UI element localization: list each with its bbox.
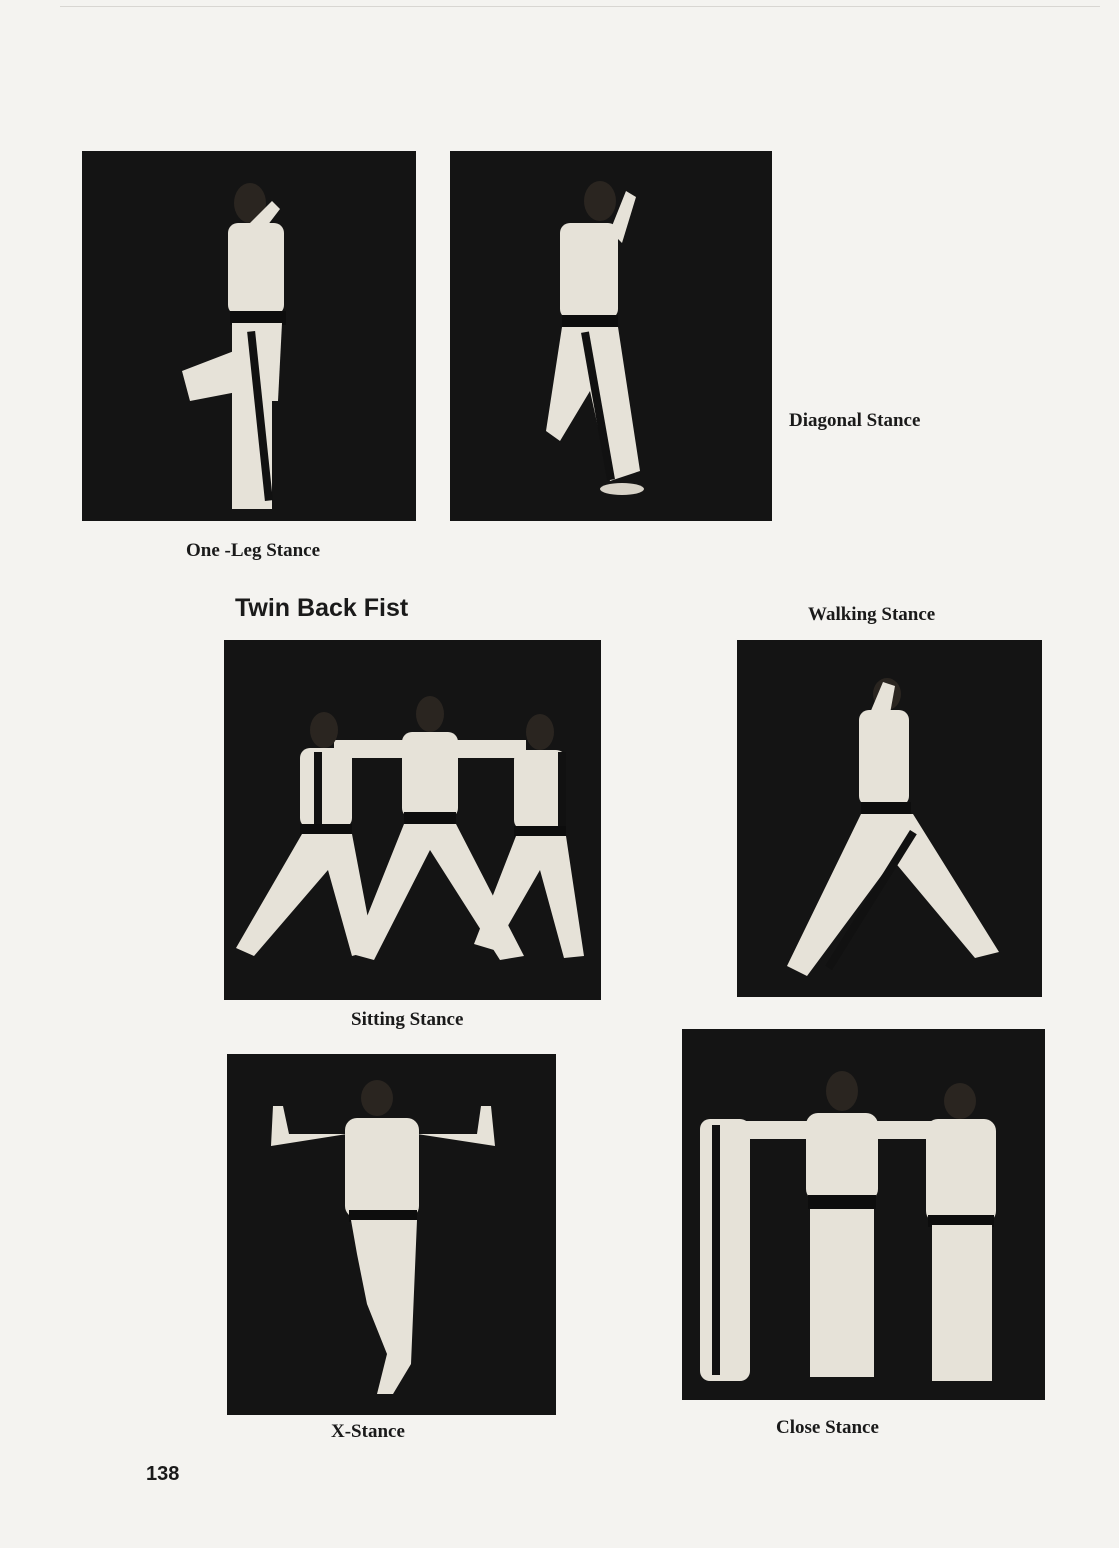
- caption-walking-stance: Walking Stance: [808, 604, 936, 625]
- photo-sitting-stance: [224, 640, 601, 1000]
- section-heading: Twin Back Fist: [235, 594, 409, 622]
- photo-one-leg-stance: [82, 151, 416, 521]
- top-edge-rule: [60, 6, 1100, 7]
- caption-x-stance: X-Stance: [331, 1421, 405, 1442]
- walking-stance-figure: [737, 640, 1042, 997]
- page-number: 138: [146, 1463, 180, 1485]
- photo-diagonal-stance: [450, 151, 772, 521]
- twin-back-fist-figures: [224, 640, 601, 1000]
- caption-close-stance: Close Stance: [776, 1417, 879, 1438]
- caption-sitting-stance: Sitting Stance: [351, 1009, 464, 1030]
- photo-close-stance: [682, 1029, 1045, 1400]
- diagonal-stance-figure: [450, 151, 772, 521]
- photo-x-stance: [227, 1054, 556, 1415]
- x-stance-figure: [227, 1054, 556, 1415]
- photo-walking-stance: [737, 640, 1042, 997]
- close-stance-figures: [682, 1029, 1045, 1400]
- one-leg-stance-figure: [82, 151, 416, 521]
- caption-diagonal-stance: Diagonal Stance: [789, 410, 921, 431]
- caption-one-leg-stance: One -Leg Stance: [186, 540, 321, 561]
